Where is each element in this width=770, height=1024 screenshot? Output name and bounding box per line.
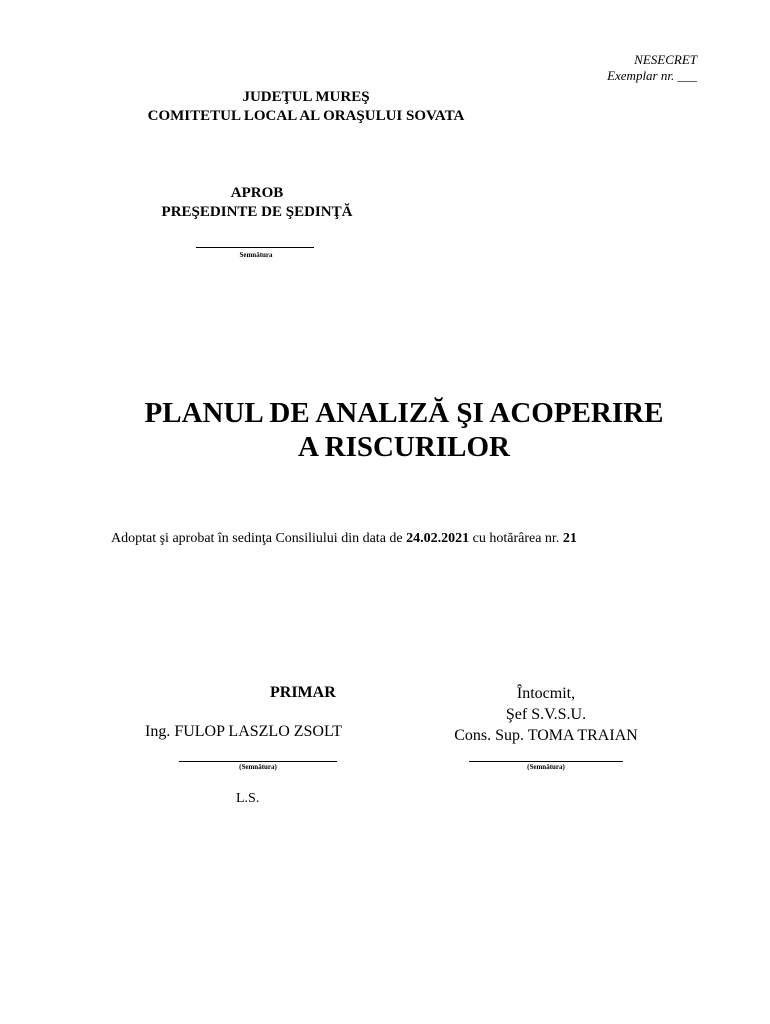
prepared-label: Întocmit, — [516, 685, 576, 702]
preparer-name: Cons. Sup. TOMA TRAIAN — [454, 727, 638, 744]
copy-number: Exemplar nr. ___ — [607, 68, 697, 83]
decision-number: 21 — [562, 531, 577, 546]
approver-signature-line — [196, 247, 314, 248]
preparer-signature-line — [469, 761, 623, 762]
approver-signature-caption: Semnătura — [239, 251, 273, 259]
approver-role: PREŞEDINTE DE ŞEDINŢĂ — [161, 204, 353, 220]
seal-mark: L.S. — [236, 791, 260, 806]
prepared-by-block — [420, 683, 672, 746]
preparer-signature-caption: (Semnătura) — [527, 763, 565, 771]
adoption-prefix: Adoptat şi aprobat în sedinţa Consiliului din data de — [111, 531, 407, 546]
classification-block — [607, 52, 697, 84]
mayor-signature-caption: (Semnătura) — [239, 763, 277, 771]
county-name: JUDEŢUL MUREŞ — [242, 89, 370, 105]
approval-block — [0, 184, 514, 222]
preparer-role: Şef S.V.S.U. — [505, 706, 587, 723]
mayor-title: PRIMAR — [270, 684, 336, 701]
adoption-middle: cu hotărârea nr. — [469, 531, 563, 546]
adoption-date: 24.02.2021 — [406, 531, 470, 546]
committee-name: COMITETUL LOCAL AL ORAŞULUI SOVATA — [147, 108, 465, 124]
mayor-signature-line — [179, 761, 337, 762]
document-title — [0, 396, 770, 464]
adoption-statement — [111, 531, 577, 547]
title-line-1: PLANUL DE ANALIZĂ ŞI ACOPERIRE — [144, 397, 664, 429]
mayor-name: Ing. FULOP LASZLO ZSOLT — [145, 723, 343, 740]
approve-label: APROB — [230, 185, 284, 201]
title-line-2: A RISCURILOR — [298, 431, 510, 463]
organization-header — [0, 88, 612, 126]
classification-label: NESECRET — [634, 52, 697, 67]
